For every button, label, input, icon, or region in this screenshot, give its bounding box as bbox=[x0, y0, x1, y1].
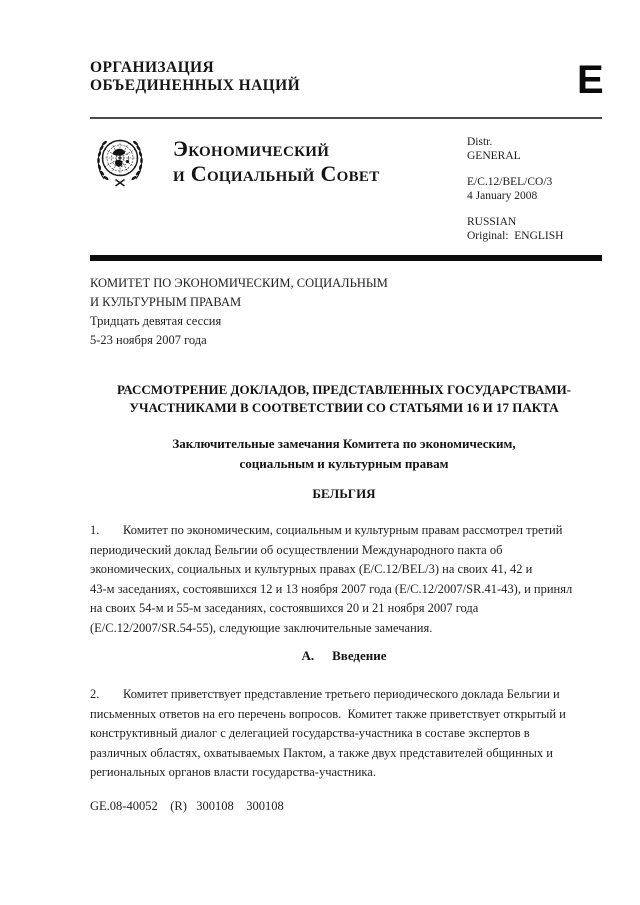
un-emblem-icon bbox=[92, 134, 148, 191]
section-title: Введение bbox=[332, 648, 387, 663]
paragraph-2 bbox=[90, 685, 566, 783]
committee-line1: КОМИТЕТ ПО ЭКОНОМИЧЕСКИМ, СОЦИАЛЬНЫМ bbox=[90, 276, 388, 290]
title-line2: УЧАСТНИКАМИ В СООТВЕТСТВИИ СО СТАТЬЯМИ 16 И 17 ПАКТА bbox=[129, 400, 559, 415]
doc-meta-symbol bbox=[467, 176, 563, 203]
subtitle-line2: социальным и культурным правам bbox=[239, 455, 449, 471]
subtitle-line1: Заключительные замечания Комитета по экономическим, bbox=[172, 436, 516, 451]
paragraph-line: (E/C.12/2007/SR.54-55), следующие заключительные замечания. bbox=[90, 620, 433, 635]
paragraph-line: периодический доклад Бельгии об осуществлении Международного пакта об bbox=[90, 542, 503, 557]
org-name-line2: ОБЪЕДИНЕННЫХ НАЦИЙ bbox=[90, 76, 301, 94]
paragraph-line: различных областях, охватываемых Пактом, а также двух представителей общинных и bbox=[90, 745, 553, 760]
paragraph-text: Комитет по экономическим, социальным и культурным правам рассмотрел третий bbox=[123, 523, 563, 537]
document-title bbox=[90, 381, 598, 417]
paragraph-line bbox=[90, 521, 572, 541]
paragraph-line: письменных ответов на его перечень вопросов. Комитет также приветствует открытый и bbox=[90, 706, 566, 721]
section-letter: A. bbox=[301, 648, 315, 663]
council-name-line2: и Социальный Совет bbox=[173, 161, 380, 186]
paragraph-line: на своих 54-м и 55-м заседаниях, состоявшихся 20 и 21 ноября 2007 года bbox=[90, 601, 479, 615]
org-name bbox=[90, 59, 300, 94]
doc-language: RUSSIAN bbox=[467, 216, 517, 228]
committee-block bbox=[90, 274, 388, 350]
paragraph-line bbox=[90, 685, 566, 705]
paragraph-number: 2. bbox=[90, 687, 100, 701]
document-series-letter: E bbox=[577, 58, 604, 102]
title-line1: РАССМОТРЕНИЕ ДОКЛАДОВ, ПРЕДСТАВЛЕННЫХ ГОСУДАРСТВАМИ- bbox=[116, 382, 572, 397]
doc-symbol: E/C.12/BEL/CO/3 bbox=[467, 176, 553, 188]
doc-meta bbox=[467, 136, 563, 256]
document-subtitle bbox=[90, 434, 598, 473]
document-reference: GE.08-40052 (R) 300108 300108 bbox=[90, 799, 284, 813]
paragraph-line: экономических, социальных и культурных правах (E/C.12/BEL/3) на своих 41, 42 и bbox=[90, 562, 533, 576]
paragraph-text: Комитет приветствует представление третьего периодического доклада Бельгии и bbox=[123, 687, 560, 701]
council-name-line1: Экономический bbox=[173, 136, 330, 161]
committee-line2: И КУЛЬТУРНЫМ ПРАВАМ bbox=[90, 295, 242, 309]
paragraph-number: 1. bbox=[90, 523, 100, 537]
header-divider bbox=[90, 117, 602, 119]
org-name-line1: ОРГАНИЗАЦИЯ bbox=[90, 59, 215, 76]
session-line: Тридцать девятая сессия bbox=[90, 314, 222, 328]
distr-label: Distr. bbox=[467, 136, 493, 148]
section-divider-bar bbox=[90, 255, 602, 261]
paragraph-line: конструктивный диалог с делегацией государства-участника в составе экспертов в bbox=[90, 726, 530, 740]
doc-meta-language bbox=[467, 216, 563, 243]
doc-original-language: Original: ENGLISH bbox=[467, 229, 564, 242]
paragraph-line: 43-м заседаниях, состоявшихся 12 и 13 ноября 2007 года (E/C.12/2007/SR.41-43), и принял bbox=[90, 581, 573, 596]
council-name bbox=[173, 136, 380, 186]
paragraph-line: региональных органов власти государства-участника. bbox=[90, 765, 376, 779]
session-dates: 5-23 ноября 2007 года bbox=[90, 333, 207, 347]
country-heading: БЕЛЬГИЯ bbox=[312, 486, 376, 501]
section-a-heading bbox=[90, 648, 598, 664]
distr-value: GENERAL bbox=[467, 149, 521, 162]
paragraph-1 bbox=[90, 521, 572, 638]
doc-date: 4 January 2008 bbox=[467, 189, 538, 202]
doc-meta-distr bbox=[467, 136, 563, 163]
